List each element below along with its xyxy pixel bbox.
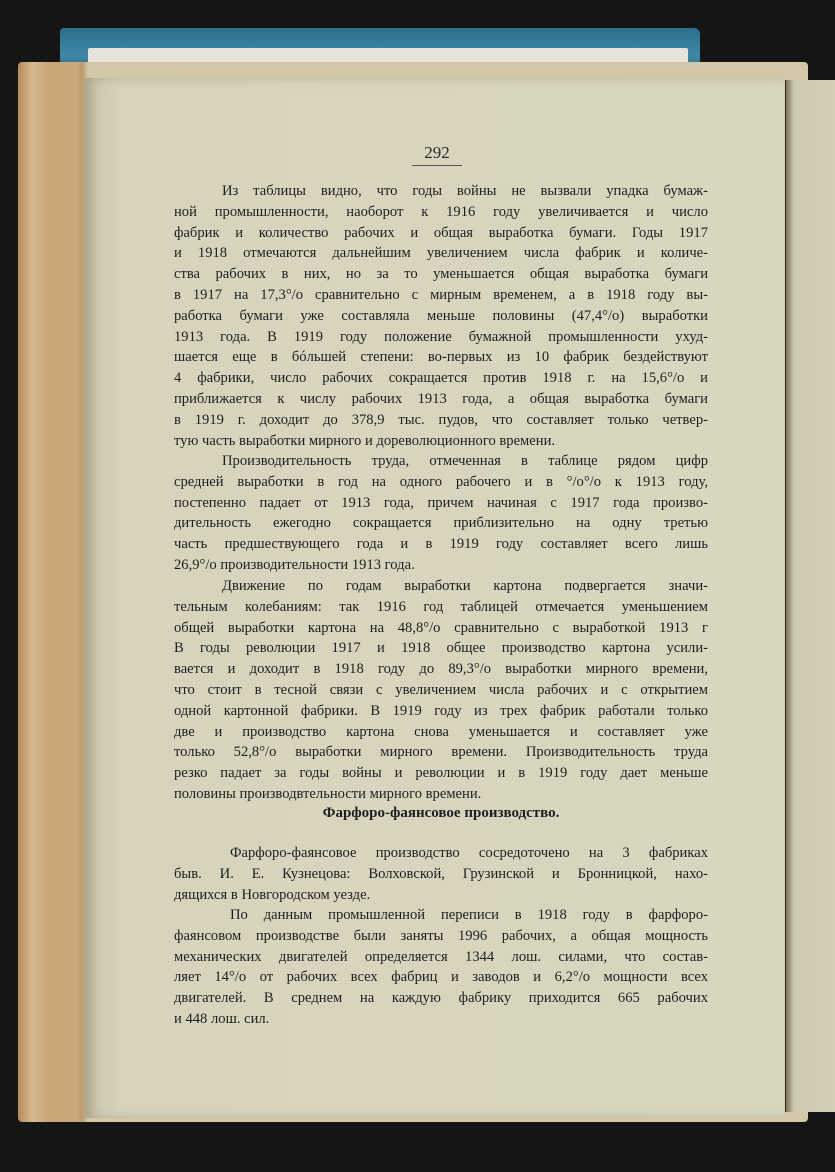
- text-line: Движение по годам выработки картона подвергается значи-: [222, 578, 708, 594]
- text-line: только 52,8°/о выработки мирного времени. Производительность труда: [174, 744, 708, 761]
- text-line: и 448 лош. сил.: [174, 1010, 270, 1027]
- text-line: дительность ежегодно сокращается приблизительно на одну третью: [174, 515, 708, 532]
- paragraph-4: [174, 843, 708, 905]
- text-line: 1913 года. В 1919 году положение бумажной промышленности ухуд-: [174, 328, 708, 345]
- paragraph-3: [174, 576, 708, 805]
- page-number: 292: [412, 143, 462, 166]
- text-line: ной промышленности, наоборот к 1916 году увеличивается и число: [174, 203, 708, 220]
- text-line: резко падает за годы войны и революции и в 1919 году дает меньше: [174, 765, 708, 782]
- text-line: в 1917 на 17,3°/о сравнительно с мирным временем, а в 1918 году вы-: [174, 286, 708, 303]
- text-line: Из таблицы видно, что годы войны не вызвали упадка бумаж-: [222, 183, 708, 199]
- text-line: Производительность труда, отмеченная в таблице рядом цифр: [222, 453, 708, 469]
- text-line: общей выработки картона на 48,8°/о сравнительно с выработкой 1913 г: [174, 619, 708, 636]
- facing-page: [785, 80, 835, 1112]
- text-line: двигателей. В среднем на каждую фабрику приходится 665 рабочих: [174, 990, 708, 1007]
- text-line: тую часть выработки мирного и дореволюционного времени.: [174, 432, 556, 449]
- text-line: постепенно падает от 1913 года, причем начиная с 1917 года произво-: [174, 494, 708, 511]
- text-line: фабрик и количество рабочих и общая выработка бумаги. Годы 1917: [174, 224, 708, 241]
- text-line: вается и доходит в 1918 году до 89,3°/о выработки мирного времени,: [174, 661, 708, 678]
- text-line: работка бумаги уже составляла меньше половины (47,4°/о) выработки: [174, 307, 708, 324]
- text-line: что стоит в тесной связи с увеличением числа рабочих и с открытием: [174, 681, 708, 698]
- text-line: в 1919 г. доходит до 378,9 тыс. пудов, что составляет только четвер-: [174, 411, 708, 428]
- text-line: ства рабочих в них, но за то уменьшается общая выработка бумаги: [174, 266, 708, 283]
- text-line: фаянсовом производстве были заняты 1996 рабочих, а общая мощность: [174, 927, 708, 944]
- text-line: шается еще в бóльшей степени: во-первых из 10 фабрик бездействуют: [174, 349, 708, 366]
- text-line: и 1918 отмечаются дальнейшим увеличением числа фабрик и количе-: [174, 245, 708, 262]
- text-line: средней выработки в год на одного рабочего и в °/о°/о к 1913 году,: [174, 473, 708, 490]
- text-line: быв. И. Е. Кузнецова: Волховской, Грузинской и Бронницкой, нахо-: [174, 865, 708, 882]
- text-line: В годы революции 1917 и 1918 общее производство картона усили-: [174, 640, 708, 657]
- text-line: По данным промышленной переписи в 1918 году в фарфоро-: [230, 907, 708, 923]
- text-line: Фарфоро-фаянсовое производство сосредоточено на 3 фабриках: [230, 845, 708, 861]
- text-line: часть предшествующего года и в 1919 году составляет всего лишь: [174, 536, 708, 553]
- paragraph-2: [174, 451, 708, 576]
- text-line: 26,9°/о производительности 1913 года.: [174, 556, 415, 573]
- text-line: ляет 14°/о от рабочих всех фабриц и заводов и 6,2°/о мощности всех: [174, 969, 708, 986]
- section-heading: Фарфоро-фаянсовое производство.: [322, 805, 560, 821]
- text-line: две и производство картона снова уменьшается и составляет уже: [174, 723, 708, 740]
- text-line: половины производвтельности мирного времени.: [174, 785, 482, 802]
- text-line: приближается к числу рабочих 1913 года, а общая выработка бумаги: [174, 390, 708, 407]
- text-line: 4 фабрики, число рабочих сокращается против 1918 г. на 15,6°/о и: [174, 370, 708, 387]
- paragraph-5: [174, 905, 708, 1030]
- text-line: дящихся в Новгородском уезде.: [174, 886, 371, 903]
- text-line: тельным колебаниям: так 1916 год таблицей отмечается уменьшением: [174, 598, 708, 615]
- text-line: механических двигателей определяется 1344 лош. силами, что состав-: [174, 948, 708, 965]
- text-line: одной картонной фабрики. В 1919 году из трех фабрик работали только: [174, 702, 708, 719]
- paragraph-1: [174, 181, 708, 451]
